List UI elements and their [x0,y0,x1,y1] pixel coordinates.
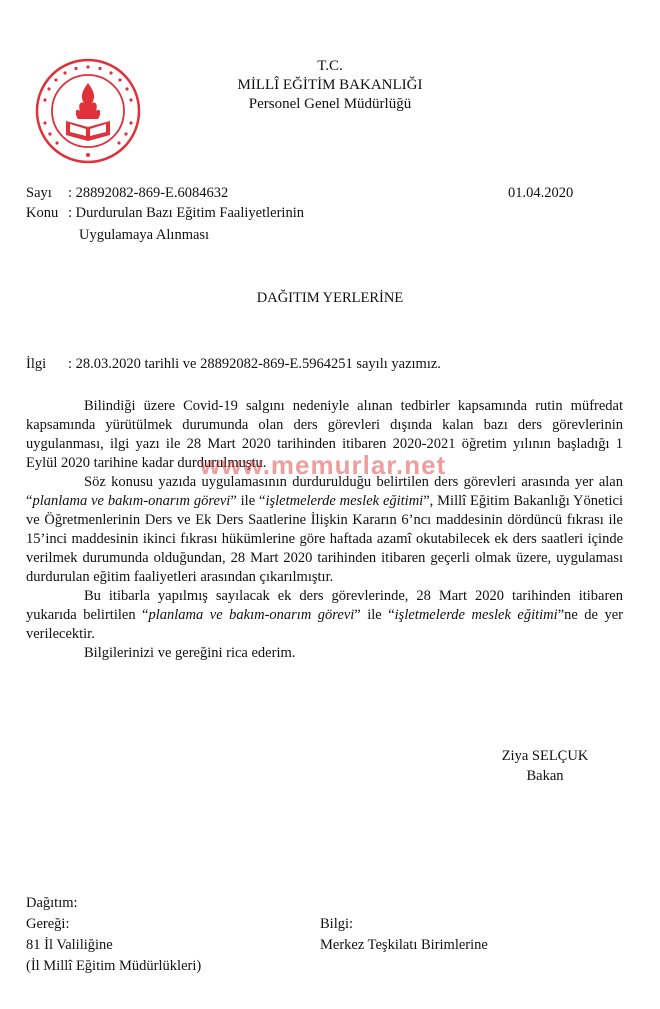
header-tc: T.C. [317,58,343,74]
konu-label: Konu [26,205,59,221]
signatory-title: Bakan [526,768,564,784]
letterhead [180,57,480,114]
header-ministry: MİLLÎ EĞİTİM BAKANLIĞI [237,77,423,93]
letter-body [26,397,623,663]
meb-seal-icon [34,57,142,165]
sayi-label: Sayı [26,185,52,201]
paragraph-4: Bilgilerinizi ve gereğini rica ederim. [84,645,296,661]
paragraph-3: Bu itibarla yapılmış sayılacak ek ders görevlerinde, 28 Mart 2020 tarihinden itibaren yukarıda belirtilen “planlama ve bakım-onarım görevi” ile “işletmelerde meslek eğitimi”ne de yer verilecektir. [26,588,623,642]
distribution-label: Dağıtım: [26,895,78,911]
ilgi-label: İlgi [26,356,47,372]
recipient-title: DAĞITIM YERLERİNE [256,290,404,306]
bilgi-label: Bilgi: [320,916,354,932]
paragraph-2: Söz konusu yazıda uygulamasının durdurulduğu belirtilen ders görevleri arasında yer alan “planlama ve bakım-onarım görevi” ile “işletmelerde meslek eğitimi”, Millî Eğitim Bakanlığı Yönetici ve Öğretmenlerinin Ders ve Ek Ders Saatlerine İlişkin Kararın 6’ncı maddesinin dördüncü fıkrası ile 15’inci maddesinin ikinci fıkrası hükümlerine göre haftada azamî okutabilecek ek ders saatleri içinde verilmek durumunda olduğundan, 28 Mart 2020 tarihinden itibaren geçerli olmak üzere, uygulaması durdurulan eğitim faaliyetleri arasından çıkarılmıştır. [26,474,623,585]
gereği-line-1: 81 İl Valiliğine [26,937,113,953]
gereği-label: Gereği: [26,916,70,932]
ilgi-value: : 28.03.2020 tarihli ve 28892082-869-E.5964251 sayılı yazımız. [68,356,441,372]
bilgi-line-1: Merkez Teşkilatı Birimlerine [320,937,488,953]
document-date: 01.04.2020 [508,185,574,201]
konu-line-2: Uygulamaya Alınması [79,227,210,243]
header-department: Personel Genel Müdürlüğü [248,96,412,112]
konu-line-1: : Durdurulan Bazı Eğitim Faaliyetlerinin [68,205,304,221]
watermark-text: www.memurlar.net [200,450,447,480]
sayi-value: : 28892082-869-E.6084632 [68,185,229,201]
gereği-line-2: (İl Millî Eğitim Müdürlükleri) [26,958,202,974]
paragraph-1: Bilindiği üzere Covid-19 salgını nedeniyle alınan tedbirler kapsamında rutin müfredat kapsamında yürütülmek durumunda olan ders görevleri dışında kalan bazı ders görevlerinin uygulanması, ilgi yazı ile 28 Mart 2020 tarihinden itibaren 2020-2021 öğretim yılının başladığı 1 Eylül 2020 tarihine kadar durdurulmuştu. [26,398,623,471]
signatory-name: Ziya SELÇUK [501,748,589,764]
